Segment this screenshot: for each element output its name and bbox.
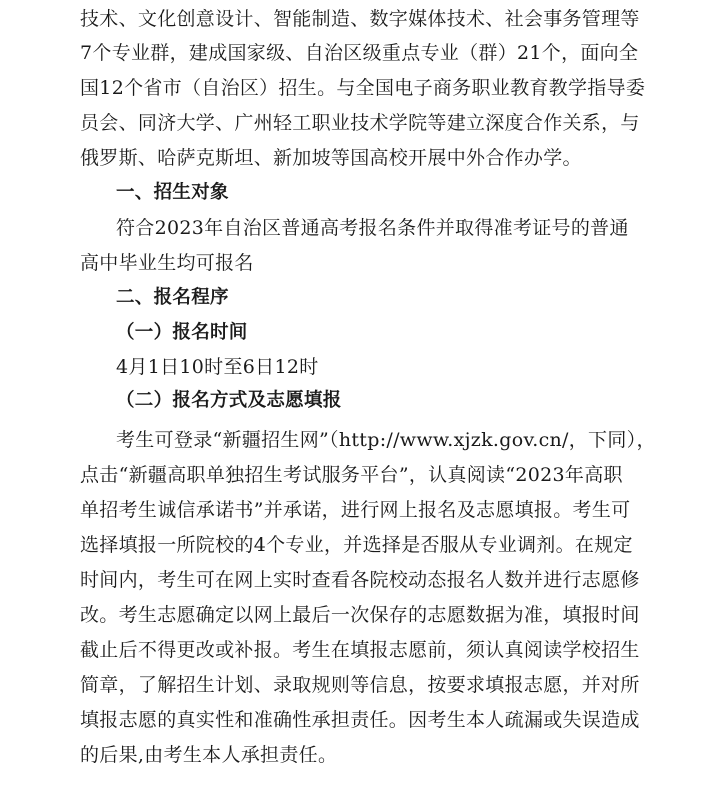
- intro-line-5: 俄罗斯、哈萨克斯坦、新加坡等国高校开展中外合作办学。: [80, 147, 582, 169]
- intro-line-1: 技术、文化创意设计、智能制造、数字媒体技术、社会事务管理等: [80, 8, 640, 30]
- method-line-7: 截止后不得更改或补报。考生在填报志愿前，须认真阅读学校招生: [80, 639, 640, 661]
- subheading-registration-method: （二）报名方式及志愿填报: [116, 390, 342, 411]
- intro-line-3: 国12个省市（自治区）招生。与全国电子商务职业教育教学指导委: [80, 77, 646, 99]
- method-line-10: 的后果,由考生本人承担责任。: [80, 744, 338, 766]
- section-heading-enrollment-target: 一、招生对象: [116, 182, 229, 203]
- intro-line-4: 员会、同济大学、广州轻工职业技术学院等建立深度合作关系，与: [80, 112, 640, 134]
- subheading-registration-time: （一）报名时间: [116, 322, 248, 343]
- section1-line-1: 符合2023年自治区普通高考报名条件并取得准考证号的普通: [116, 217, 629, 239]
- method-line-9: 填报志愿的真实性和准确性承担责任。因考生本人疏漏或失误造成: [80, 709, 640, 731]
- method-line-8: 简章，了解招生计划、录取规则等信息，按要求填报志愿，并对所: [80, 674, 640, 696]
- method-line-2: 点击“新疆高职单独招生考试服务平台”，认真阅读“2023年高职: [80, 464, 623, 486]
- method-line-1: 考生可登录“新疆招生网”（http://www.xjzk.gov.cn/，下同），: [116, 429, 656, 451]
- section1-line-2: 高中毕业生均可报名: [80, 252, 254, 274]
- section-heading-registration-procedure: 二、报名程序: [116, 287, 229, 308]
- method-line-3: 单招考生诚信承诺书”并承诺，进行网上报名及志愿填报。考生可: [80, 499, 631, 521]
- method-line-6: 改。考生志愿确定以网上最后一次保存的志愿数据为准，填报时间: [80, 604, 640, 626]
- method-line-4: 选择填报一所院校的4个专业，并选择是否服从专业调剂。在规定: [80, 534, 633, 556]
- method-line-5: 时间内，考生可在网上实时查看各院校动态报名人数并进行志愿修: [80, 569, 640, 591]
- intro-line-2: 7个专业群，建成国家级、自治区级重点专业（群）21个，面向全: [80, 42, 639, 64]
- registration-time-text: 4月1日10时至6日12时: [116, 356, 319, 378]
